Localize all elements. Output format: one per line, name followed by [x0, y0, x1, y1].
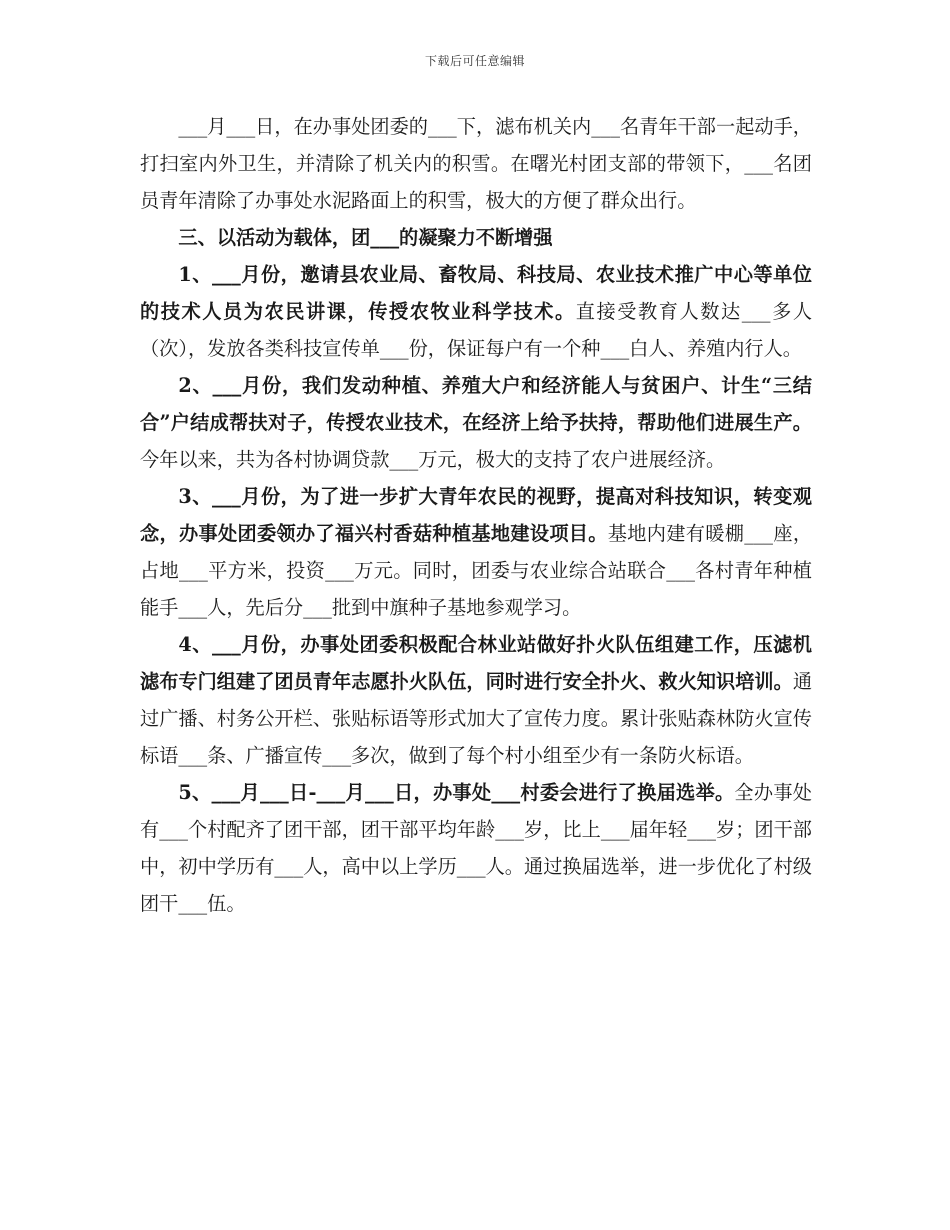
paragraph-item-2 — [140, 367, 812, 478]
paragraph-text: 基地内建有暖棚___座，占地___平方米，投资___万元。同时，团委与农业综合站联合___各村青年种植能手___人，先后分___批到中旗种子基地参观学习。 — [140, 522, 813, 619]
paragraph-text: 今年以来，共为各村协调贷款___万元，极大的支持了农户进展经济。 — [140, 448, 726, 471]
paragraph-item-5 — [140, 774, 812, 922]
paragraph-text: 通过广播、村务公开栏、张贴标语等形式加大了宣传力度。累计张贴森林防火宣传标语___条、广播宣传___多次，做到了每个村小组至少有一条防火标语。 — [140, 670, 812, 767]
paragraph-item-1 — [140, 256, 812, 367]
paragraph-item-3 — [140, 478, 812, 626]
paragraph-bold-text: 3、___月份，为了进一步扩大青年农民的视野，提高对科技知识，转变观念，办事处团委领办了福兴村香菇种植基地建设项目。 — [140, 485, 812, 545]
paragraph-text: 全办事处有___个村配齐了团干部，团干部平均年龄___岁，比上___届年轻___岁；团干部中，初中学历有___人，高中以上学历___人。通过换届选举，进一步优化了村级团干___伍。 — [140, 781, 812, 915]
page-header: 下载后可任意编辑 — [424, 54, 525, 68]
paragraph-bold-text: 1、___月份，邀请县农业局、畜牧局、科技局、农业技术推广中心等单位的技术人员为农民讲课，传授农牧业科学技术。 — [140, 263, 812, 323]
paragraph-snow-cleanup — [140, 108, 812, 219]
section-heading-three — [140, 219, 812, 256]
paragraph-bold-text: 2、___月份，我们发动种植、养殖大户和经济能人与贫困户、计生“三结合”户结成帮扶对子，传授农业技术，在经济上给予扶持，帮助他们进展生产。 — [140, 374, 812, 434]
paragraph-bold-text: 4、___月份，办事处团委积极配合林业站做好扑火队伍组建工作，压滤机滤布专门组建了团员青年志愿扑火队伍，同时进行安全扑火、救火知识培训。 — [140, 633, 812, 693]
paragraph-text: 直接受教育人数达___多人（次），发放各类科技宣传单___份，保证每户有一个种___白人、养殖内行人。 — [140, 300, 813, 360]
section-heading-text: 三、以活动为载体，团___的凝聚力不断增强 — [178, 226, 553, 249]
paragraph-bold-text: 5、___月___日-___月___日，办事处___村委会进行了换届选举。 — [178, 781, 735, 804]
paragraph-item-4 — [140, 626, 812, 774]
paragraph-text: ___月___日，在办事处团委的___下，滤布机关内___名青年干部一起动手，打扫室内外卫生，并清除了机关内的积雪。在曙光村团支部的带领下，___名团员青年清除了办事处水泥路面上的积雪，极大的方便了群众出行。 — [140, 115, 812, 212]
document-body — [140, 108, 812, 922]
